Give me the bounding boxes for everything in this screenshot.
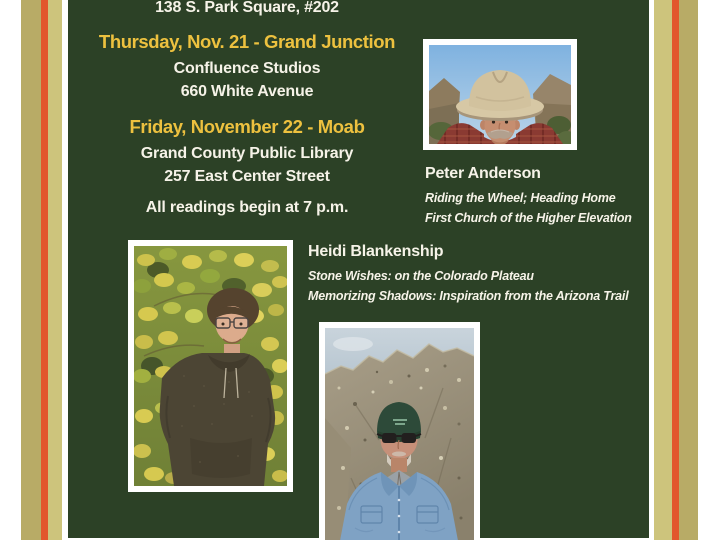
venue-address-top: 138 S. Park Square, #202 — [155, 0, 339, 16]
border-stripe-left-inner — [48, 0, 62, 540]
event-heading-grand-junction: Thursday, Nov. 21 - Grand Junction — [98, 31, 396, 52]
peter-anderson-photo-illustration — [429, 45, 571, 144]
border-stripe-right-inner — [654, 0, 672, 540]
venue-street-grand-junction: 660 White Avenue — [180, 83, 314, 100]
venue-name-grand-junction: Confluence Studios — [173, 60, 321, 77]
author-work: Stone Wishes: on the Colorado Plateau — [308, 269, 534, 283]
schedule-section — [68, 0, 426, 240]
author-caption-heidi — [308, 241, 628, 306]
border-stripe-left-red — [41, 0, 48, 540]
author-name: Peter Anderson — [425, 165, 541, 182]
author-caption-peter — [425, 163, 632, 228]
venue-name-moab: Grand County Public Library — [140, 145, 354, 162]
border-stripe-right-red — [672, 0, 679, 540]
heidi-blankenship-photo — [128, 240, 293, 492]
event-heading-moab: Friday, November 22 - Moab — [129, 116, 365, 137]
author-work: Memorizing Shadows: Inspiration from the Arizona Trail — [308, 289, 629, 303]
author-work: First Church of the Higher Elevation — [425, 211, 632, 225]
heidi-blankenship-photo-illustration — [134, 246, 287, 486]
venue-street-moab: 257 East Center Street — [164, 168, 330, 185]
peter-anderson-photo — [423, 39, 577, 150]
man-in-beanie-photo-illustration — [325, 328, 474, 540]
readings-time-note: All readings begin at 7 p.m. — [145, 199, 349, 216]
author-name: Heidi Blankenship — [308, 243, 444, 260]
border-stripe-right-outer — [679, 0, 698, 540]
border-stripe-left-outer — [21, 0, 41, 540]
author-work: Riding the Wheel; Heading Home — [425, 191, 616, 205]
author-photo-man-in-beanie — [319, 322, 480, 540]
